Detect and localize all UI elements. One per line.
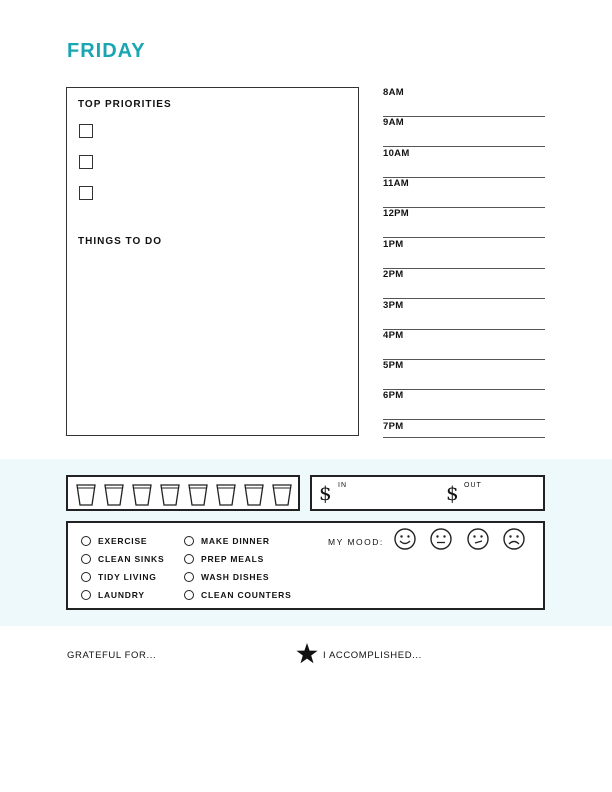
habit-checkbox[interactable] [184,590,194,600]
habit-item[interactable] [184,554,264,564]
skeptical-face-icon[interactable] [467,528,489,550]
time-label: 9AM [383,117,404,128]
habit-label: MAKE DINNER [201,536,270,546]
dollar-in-icon: $ [319,481,332,505]
money-tracker [310,475,545,511]
water-cup-icon[interactable] [160,484,180,506]
grateful-for-label: GRATEFUL FOR... [67,650,157,661]
schedule-row[interactable] [383,208,545,238]
habit-label: PREP MEALS [201,554,265,564]
things-to-do-heading: THINGS TO DO [78,236,163,247]
schedule-row[interactable] [383,300,545,330]
sad-face-icon[interactable] [503,528,525,550]
habit-checkbox[interactable] [81,572,91,582]
habit-checkbox[interactable] [81,536,91,546]
priority-checkbox-1[interactable] [79,124,93,138]
water-cup-icon[interactable] [244,484,264,506]
habit-item[interactable] [81,572,157,582]
habit-label: CLEAN COUNTERS [201,590,292,600]
priority-checkbox-3[interactable] [79,186,93,200]
priority-checkbox-2[interactable] [79,155,93,169]
habit-item[interactable] [81,536,147,546]
habit-label: LAUNDRY [98,590,145,600]
time-label: 12PM [383,208,410,219]
time-label: 5PM [383,360,404,371]
time-label: 3PM [383,300,404,311]
water-cup-icon[interactable] [76,484,96,506]
time-label: 8AM [383,87,404,98]
habit-item[interactable] [81,554,164,564]
schedule-row[interactable] [383,148,545,178]
water-cup-icon[interactable] [216,484,236,506]
habit-item[interactable] [184,572,269,582]
time-label: 2PM [383,269,404,280]
schedule-row[interactable] [383,178,545,208]
habit-checkbox[interactable] [184,554,194,564]
habit-item[interactable] [184,590,292,600]
schedule-row[interactable] [383,390,545,420]
schedule-row[interactable] [383,117,545,147]
time-label: 11AM [383,178,410,189]
water-cup-icon[interactable] [272,484,292,506]
habit-checkbox[interactable] [184,572,194,582]
neutral-face-icon[interactable] [430,528,452,550]
schedule-row[interactable] [383,239,545,269]
habit-label: WASH DISHES [201,572,270,582]
money-in-label: IN [338,482,347,489]
i-accomplished-label: I ACCOMPLISHED... [323,650,422,661]
priorities-todo-panel [66,87,359,436]
time-label: 6PM [383,390,404,401]
habit-label: EXERCISE [98,536,148,546]
time-label: 10AM [383,148,410,159]
water-tracker [66,475,300,511]
habit-checkbox[interactable] [81,554,91,564]
schedule-row[interactable] [383,269,545,299]
water-cup-icon[interactable] [188,484,208,506]
time-label: 4PM [383,330,404,341]
water-cup-icon[interactable] [132,484,152,506]
schedule-row[interactable] [383,421,545,438]
habit-label: CLEAN SINKS [98,554,165,564]
habit-item[interactable] [81,590,145,600]
top-priorities-heading: TOP PRIORITIES [78,99,172,110]
habit-label: TIDY LIVING [98,572,157,582]
habit-item[interactable] [184,536,270,546]
schedule-row[interactable] [383,360,545,390]
habit-checkbox[interactable] [184,536,194,546]
water-cup-icon[interactable] [104,484,124,506]
money-out-label: OUT [464,482,482,489]
time-label: 1PM [383,239,404,250]
schedule-row[interactable] [383,87,545,117]
dollar-out-icon: $ [446,481,459,505]
mood-label: MY MOOD: [328,537,384,547]
happy-face-icon[interactable] [394,528,416,550]
schedule-row[interactable] [383,330,545,360]
habit-checkbox[interactable] [81,590,91,600]
time-label: 7PM [383,421,404,432]
page-title: FRIDAY [67,40,146,62]
star-icon [296,643,318,664]
